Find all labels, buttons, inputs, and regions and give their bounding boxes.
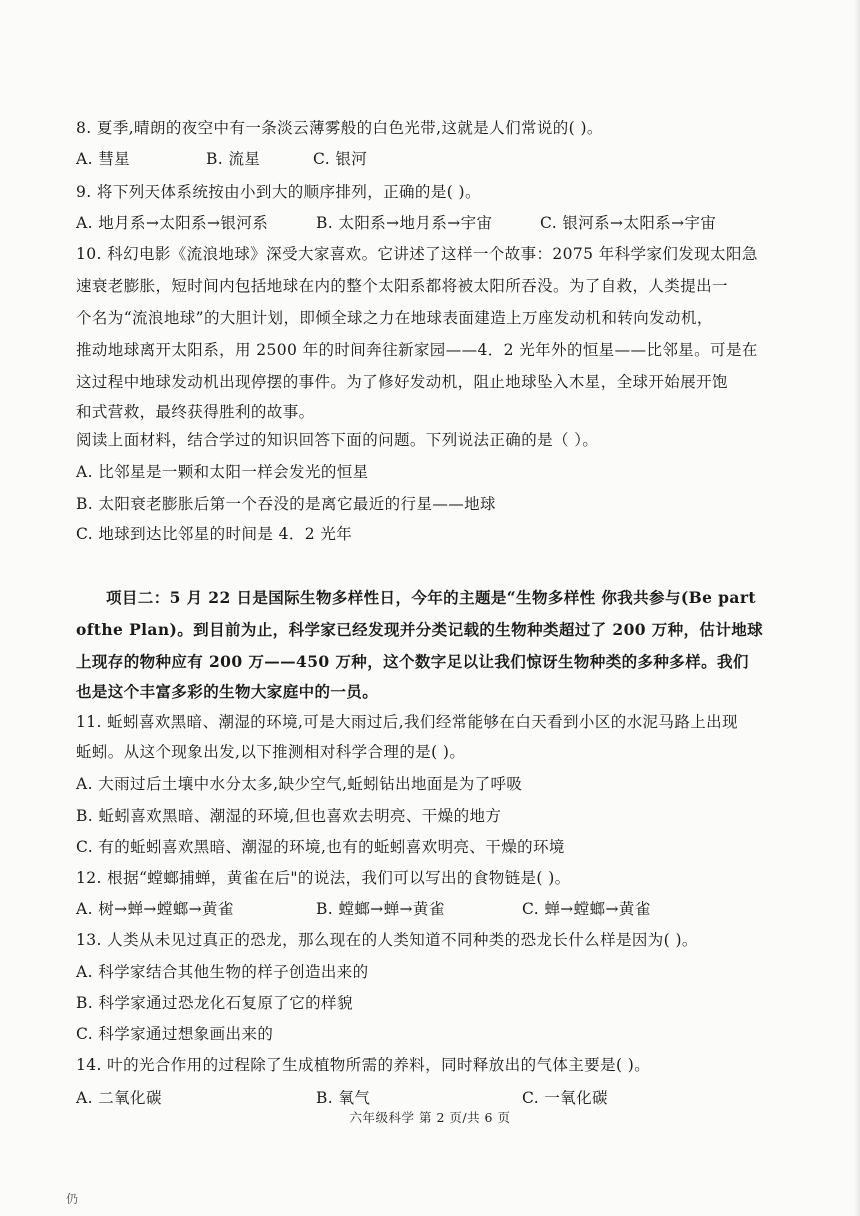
question-11-option-c: C. 有的蚯蚓喜欢黑暗、潮湿的环境,也有的蚯蚓喜欢明亮、干燥的环境	[76, 838, 565, 856]
question-10-option-b: B. 太阳衰老膨胀后第一个吞没的是离它最近的行星——地球	[76, 495, 496, 513]
question-10-line-2: 速衰老膨胀，短时间内包括地球在内的整个太阳系都将被太阳所吞没。为了自救，人类提出一	[76, 277, 728, 295]
question-11-line-1: 11. 蚯蚓喜欢黑暗、潮湿的环境,可是大雨过后,我们经常能够在白天看到小区的水泥马路上出现	[76, 713, 738, 731]
question-9-option-c: C. 银河系→太阳系→宇宙	[540, 214, 717, 232]
question-8-option-c: C. 银河	[313, 150, 368, 168]
question-8-option-a: A. 彗星	[76, 150, 131, 168]
question-14-option-a: A. 二氧化碳	[76, 1089, 162, 1107]
question-11-line-2: 蚯蚓。从这个现象出发,以下推测相对科学合理的是( )。	[76, 743, 466, 761]
question-10-option-c: C. 地球到达比邻星的时间是 4．2 光年	[76, 525, 353, 543]
question-12-option-c: C. 蝉→螳螂→黄雀	[522, 900, 651, 918]
question-12-option-b: B. 螳螂→蝉→黄雀	[316, 900, 445, 918]
question-9-stem: 9. 将下列天体系统按由小到大的顺序排列，正确的是( )。	[76, 183, 481, 201]
question-14-stem: 14. 叶的光合作用的过程除了生成植物所需的养料，同时释放出的气体主要是( )。	[76, 1056, 651, 1074]
scan-edge-shadow	[854, 0, 860, 1216]
question-10-line-1: 10. 科幻电影《流浪地球》深受大家喜欢。它讲述了这样一个故事：2075 年科学家们发现太阳急	[76, 245, 758, 263]
question-10-line-4: 推动地球离开太阳系，用 2500 年的时间奔往新家园——4．2 光年外的恒星——比邻星。可是在	[76, 341, 758, 359]
question-9-option-b: B. 太阳系→地月系→宇宙	[316, 214, 493, 232]
question-11-option-a: A. 大雨过后土壤中水分太多,缺少空气,蚯蚓钻出地面是为了呼吸	[76, 775, 523, 793]
question-8-stem: 8. 夏季,晴朗的夜空中有一条淡云薄雾般的白色光带,这就是人们常说的( )。	[76, 119, 603, 137]
question-10-line-6: 和式营救，最终获得胜利的故事。	[76, 403, 315, 421]
question-11-option-b: B. 蚯蚓喜欢黑暗、潮湿的环境,但也喜欢去明亮、干燥的地方	[76, 807, 502, 825]
question-10-line-5: 这过程中地球发动机出现停摆的事件。为了修好发动机，阻止地球坠入木星，全球开始展开饱	[76, 373, 728, 391]
question-13-stem: 13. 人类从未见过真正的恐龙，那么现在的人类知道不同种类的恐龙长什么样是因为( )。	[76, 931, 698, 949]
corner-scan-mark: 仍	[66, 1192, 79, 1206]
question-13-option-b: B. 科学家通过恐龙化石复原了它的样貌	[76, 994, 353, 1012]
question-12-option-a: A. 树→蝉→螳螂→黄雀	[76, 900, 234, 918]
project-2-intro-line-3: 上现存的物种应有 200 万——450 万种，这个数字足以让我们惊讶生物种类的多种多样。我们	[76, 652, 749, 671]
question-14-option-c: C. 一氧化碳	[522, 1089, 608, 1107]
project-2-intro-line-4: 也是这个丰富多彩的生物大家庭中的一员。	[76, 682, 379, 701]
question-12-stem: 12. 根据“螳螂捕蝉，黄雀在后"的说法，我们可以写出的食物链是( )。	[76, 869, 571, 887]
question-13-option-c: C. 科学家通过想象画出来的	[76, 1025, 274, 1043]
project-2-intro-line-2: ofthe Plan)。到目前为止，科学家已经发现并分类记载的生物种类超过了 200 万种，估计地球	[76, 620, 764, 639]
project-2-intro-line-1: 项目二：5 月 22 日是国际生物多样性日，今年的主题是“生物多样性 你我共参与(Be part	[106, 588, 756, 607]
question-13-option-a: A. 科学家结合其他生物的样子创造出来的	[76, 963, 369, 981]
question-8-option-b: B. 流星	[206, 150, 261, 168]
question-10-prompt: 阅读上面材料，结合学过的知识回答下面的问题。下列说法正确的是（ ）。	[76, 431, 599, 449]
question-10-option-a: A. 比邻星是一颗和太阳一样会发光的恒星	[76, 463, 369, 481]
question-9-option-a: A. 地月系→太阳系→银河系	[76, 214, 269, 232]
question-10-line-3: 个名为“流浪地球”的大胆计划，即倾全球之力在地球表面建造上万座发动机和转向发动机，	[76, 309, 713, 327]
question-14-option-b: B. 氧气	[316, 1089, 371, 1107]
page-footer: 六年级科学 第 2 页/共 6 页	[349, 1110, 511, 1125]
